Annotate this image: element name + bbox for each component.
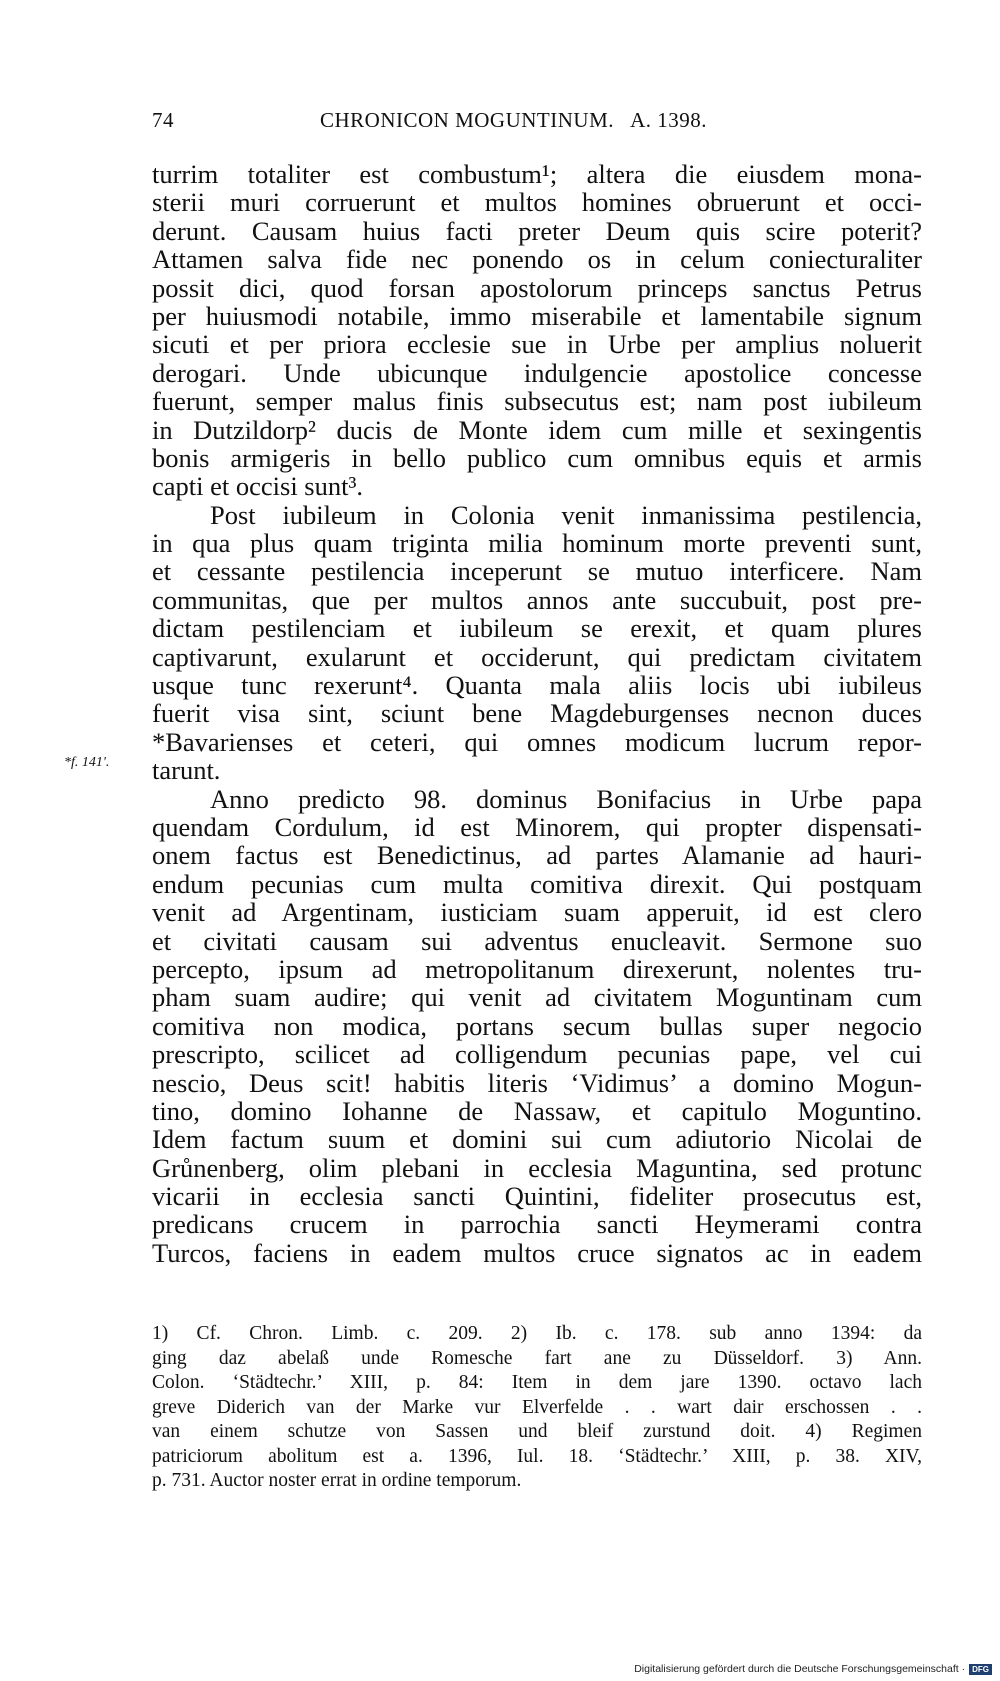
text-line: et civitati causam sui adventus enucleavit. Sermone suo: [152, 925, 922, 956]
text-line: van einem schutze von Sassen und bleif zurstund doit. 4) Regimen: [152, 1421, 922, 1442]
text-line: percepto, ipsum ad metropolitanum direxerunt, nolentes tru-: [152, 953, 922, 984]
digitization-credit: [634, 1663, 992, 1675]
text-line: Post iubileum in Colonia venit inmanissima pestilencia,: [210, 499, 922, 530]
text-line: fuerit visa sint, sciunt bene Magdeburgenses necnon duces: [152, 698, 922, 729]
text-line: endum pecunias cum multa comitiva direxit. Qui postquam: [152, 868, 922, 899]
text-line: tarunt.: [152, 755, 221, 786]
text-line: comitiva non modica, portans secum bullas super negocio: [152, 1010, 922, 1041]
text-line: usque tunc rexerunt⁴. Quanta mala aliis locis ubi iubileus: [152, 670, 922, 701]
text-line: et cessante pestilencia inceperunt se mutuo interficere. Nam: [152, 556, 922, 587]
text-line: turrim totaliter est combustum¹; altera die eiusdem mona-: [152, 159, 922, 189]
main-text: [152, 160, 922, 1267]
text-line: greve Diderich van der Marke vur Elverfelde . . wart dair erschossen . .: [152, 1396, 922, 1418]
text-line: tino, domino Iohanne de Nassaw, et capitulo Moguntino.: [152, 1095, 922, 1126]
credit-text: Digitalisierung gefördert durch die Deutsche Forschungsgemeinschaft ·: [634, 1663, 966, 1675]
text-line: dictam pestilenciam et iubileum se erexit, et quam plures: [152, 613, 922, 644]
text-line: derogari. Unde ubicunque indulgencie apostolice concesse: [152, 357, 922, 388]
text-line: p. 731. Auctor noster errat in ordine temporum.: [152, 1470, 522, 1491]
text-line: venit ad Argentinam, iusticiam suam apperuit, id est clero: [152, 897, 922, 928]
text-line: vicarii in ecclesia sancti Quintini, fideliter prosecutus est,: [152, 1181, 922, 1212]
text-line: Colon. ‘Städtechr.’ XIII, p. 84: Item in dem jare 1390. octavo lach: [152, 1372, 922, 1393]
text-line: per huiusmodi notabile, immo miserabile et lamentabile signum: [152, 300, 922, 331]
text-line: Anno predicto 98. dominus Bonifacius in Urbe papa: [210, 783, 922, 814]
text-line: Grůnenberg, olim plebani in ecclesia Maguntina, sed protunc: [152, 1152, 922, 1183]
text-line: sicuti et per priora ecclesie sue in Urbe per amplius noluerit: [152, 329, 922, 360]
text-line: possit dici, quod forsan apostolorum princeps sanctus Petrus: [152, 272, 922, 303]
text-line: pham suam audire; qui venit ad civitatem Moguntinam cum: [152, 982, 922, 1013]
text-line: Idem factum suum et domini sui cum adiutorio Nicolai de: [152, 1124, 922, 1155]
text-line: fuerunt, semper malus finis subsecutus est; nam post iubileum: [152, 386, 922, 417]
text-line: predicans crucem in parrochia sancti Heymerami contra: [152, 1209, 922, 1240]
text-line: capti et occisi sunt³.: [152, 471, 364, 502]
dfg-logo-icon: DFG: [969, 1664, 992, 1675]
text-line: quendam Cordulum, id est Minorem, qui propter dispensati-: [152, 811, 922, 842]
text-line: in qua plus quam triginta milia hominum morte preventi sunt,: [152, 528, 922, 559]
text-line: bonis armigeris in bello publico cum omnibus equis et armis: [152, 442, 922, 473]
footnotes: [152, 1322, 922, 1494]
text-line: prescripto, scilicet ad colligendum pecunias pape, vel cui: [152, 1039, 922, 1070]
text-line: Turcos, faciens in eadem multos cruce signatos ac in eadem: [152, 1237, 922, 1268]
running-title: CHRONICON MOGUNTINUM. A. 1398.: [320, 108, 708, 132]
text-line: Attamen salva fide nec ponendo os in celum coniecturaliter: [152, 244, 922, 275]
text-line: patriciorum abolitum est a. 1396, Iul. 18. ‘Städtechr.’ XIII, p. 38. XIV,: [152, 1445, 922, 1467]
text-line: in Dutzildorp² ducis de Monte idem cum mille et sexingentis: [152, 414, 922, 445]
text-line: ging daz abelaß unde Romesche fart ane zu Düsseldorf. 3) Ann.: [152, 1347, 922, 1369]
text-line: 1) Cf. Chron. Limb. c. 209. 2) Ib. c. 178. sub anno 1394: da: [152, 1323, 922, 1344]
text-line: sterii muri corruerunt et multos homines obruerunt et occi-: [152, 187, 922, 218]
text-line: nescio, Deus scit! habitis literis ‘Vidimus’ a domino Mogun-: [152, 1067, 922, 1098]
text-line: captivarunt, exularunt et occiderunt, qui predictam civitatem: [152, 641, 922, 672]
text-line: derunt. Causam huius facti preter Deum quis scire poterit?: [152, 215, 922, 246]
text-line: communitas, que per multos annos ante succubuit, post pre-: [152, 584, 922, 615]
margin-folio-note: *f. 141'.: [64, 755, 110, 770]
page-number: 74: [152, 108, 174, 132]
text-line: *Bavarienses et ceteri, qui omnes modicum lucrum repor-: [152, 726, 922, 757]
text-line: onem factus est Benedictinus, ad partes Alamanie ad hauri-: [152, 840, 922, 871]
